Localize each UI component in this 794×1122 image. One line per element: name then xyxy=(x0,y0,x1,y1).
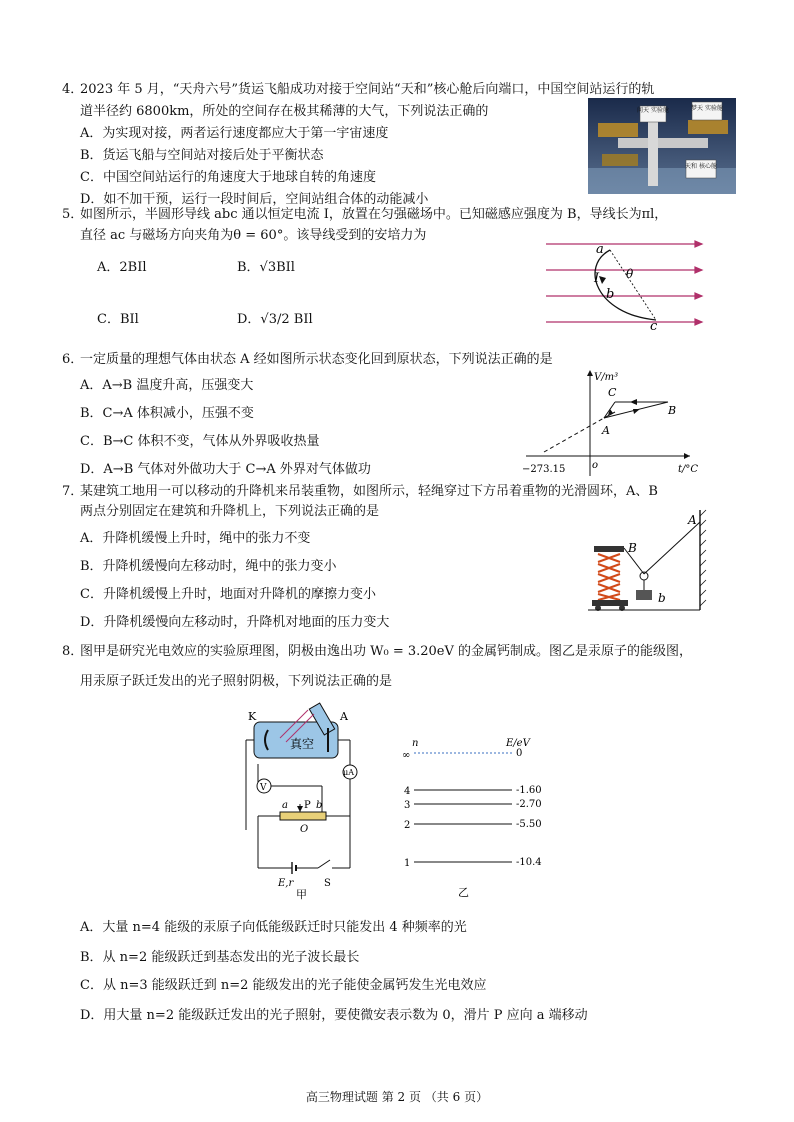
q5-option-b[interactable]: B．√3BIl xyxy=(237,260,295,275)
q7-option-b[interactable]: B．升降机缓慢向左移动时，绳中的张力变小 xyxy=(80,559,337,574)
q5-label-theta: θ xyxy=(626,267,634,281)
q8-option-b[interactable]: B．从 n=2 能级跃迁到基态发出的光子波长最长 xyxy=(80,950,360,965)
q8-label-anode: A xyxy=(340,710,348,723)
q4-label-mengtian: 梦天 实验舱 xyxy=(691,105,723,112)
q7-number: 7． xyxy=(62,484,84,499)
q4-option-a[interactable]: A．为实现对接，两者运行速度都应大于第一宇宙速度 xyxy=(80,126,389,141)
q7-label-bweight: b xyxy=(658,591,666,605)
level-n-inf: ∞ xyxy=(402,750,411,761)
level-n-4: 4 xyxy=(404,786,411,797)
q8-caption-jia: 甲 xyxy=(296,888,307,900)
q7-option-c[interactable]: C．升降机缓慢上升时，地面对升降机的摩擦力变小 xyxy=(80,587,376,602)
voltmeter-icon: V xyxy=(260,783,267,793)
q6-option-d[interactable]: D．A→B 气体对外做功大于 C→A 外界对气体做功 xyxy=(80,462,371,477)
q7-option-a[interactable]: A．升降机缓慢上升时，绳中的张力不变 xyxy=(80,531,311,546)
q8-label-s: S xyxy=(324,878,331,889)
level-e-inf: 0 xyxy=(516,748,523,759)
q5-option-c[interactable]: C．BIl xyxy=(97,312,139,327)
q8-label-a: a xyxy=(282,800,288,811)
q7-stem-line2: 两点分别固定在建筑和升降机上，下列说法正确的是 xyxy=(80,504,380,519)
q4-stem-line2: 道半径约 6800km，所处的空间存在极其稀薄的大气，下列说法正确的 xyxy=(80,104,489,119)
q6-option-a[interactable]: A．A→B 温度升高，压强变大 xyxy=(80,378,254,393)
level-e-4: -1.60 xyxy=(516,785,542,796)
level-e-3: -2.70 xyxy=(516,799,542,810)
q8-number: 8． xyxy=(62,644,84,659)
q5-label-c: c xyxy=(650,319,658,332)
q8-label-p: P xyxy=(304,800,311,811)
q4-option-d[interactable]: D．如不加干预，运行一段时间后，空间站组合体的动能减小 xyxy=(80,192,429,207)
q7-stem-line1: 某建筑工地用一可以移动的升降机来吊装重物，如图所示，轻绳穿过下方吊着重物的光滑圆环，A、B xyxy=(80,484,658,499)
page-footer: 高三物理试题 第 2 页 （共 6 页） xyxy=(305,1090,489,1104)
q6-origin-label: o xyxy=(592,460,599,471)
q7-label-b: B xyxy=(628,541,637,555)
q8-stem-line2: 用汞原子跃迁发出的光子照射阴极，下列说法正确的是 xyxy=(80,674,393,689)
q6-number: 6． xyxy=(62,352,84,367)
q5-stem-line2: 直径 ac 与磁场方向夹角为θ = 60°。该导线受到的安培力为 xyxy=(80,228,427,243)
level-n-2: 2 xyxy=(404,820,411,831)
q4-number: 4． xyxy=(62,82,84,97)
q5-number: 5． xyxy=(62,207,84,222)
energy-level-diagram xyxy=(398,732,558,900)
q8-label-b: b xyxy=(316,800,323,811)
microammeter-icon: μA xyxy=(343,768,354,777)
q4-label-wentian: 问天 实验舱 xyxy=(637,107,669,114)
lift-figure xyxy=(588,506,720,616)
level-n-1: 1 xyxy=(404,858,411,869)
space-station-image xyxy=(588,98,736,194)
q8-option-c[interactable]: C．从 n=3 能级跃迁到 n=2 能级发出的光子能使金属钙发生光电效应 xyxy=(80,978,487,993)
q4-label-tianhe: 天和 核心舱 xyxy=(685,163,717,170)
level-n-3: 3 xyxy=(404,800,411,811)
q8-stem-line1: 图甲是研究光电效应的实验原理图，阴极由逸出功 W₀ = 3.20eV 的金属钙制成。图乙是汞原子的能级图， xyxy=(80,644,693,659)
q6-v-axis-label: V/m³ xyxy=(594,372,619,383)
q8-caption-yi: 乙 xyxy=(458,886,469,899)
q8-label-vacuum: 真空 xyxy=(290,737,315,751)
q8-label-er: E,r xyxy=(278,878,294,889)
q6-stem: 一定质量的理想气体由状态 A 经如图所示状态变化回到原状态，下列说法正确的是 xyxy=(80,352,553,367)
q4-option-c[interactable]: C．中国空间站运行的角速度大于地球自转的角速度 xyxy=(80,170,376,185)
q8-levels-n-header: n xyxy=(412,738,419,749)
level-e-1: -10.4 xyxy=(516,857,542,868)
q7-label-a: A xyxy=(688,513,697,527)
q8-levels-e-header: E/eV xyxy=(506,738,530,749)
q8-label-k: K xyxy=(248,710,257,723)
q6-point-a: A xyxy=(602,424,610,437)
q5-label-a: a xyxy=(596,242,604,257)
q6-option-c[interactable]: C．B→C 体积不变，气体从外界吸收热量 xyxy=(80,434,320,449)
q4-option-b[interactable]: B．货运飞船与空间站对接后处于平衡状态 xyxy=(80,148,324,163)
q6-neg-label: −273.15 xyxy=(522,464,566,475)
q8-option-a[interactable]: A．大量 n=4 能级的汞原子向低能级跃迁时只能发出 4 种频率的光 xyxy=(80,920,467,935)
q5-option-d[interactable]: D．√3/2 BIl xyxy=(237,312,313,327)
q5-label-current: I xyxy=(594,271,600,286)
magnetic-field-figure xyxy=(540,236,710,332)
q7-option-d[interactable]: D．升降机缓慢向左移动时，升降机对地面的压力变大 xyxy=(80,615,390,630)
q6-option-b[interactable]: B．C→A 体积减小，压强不变 xyxy=(80,406,254,421)
q4-stem-line1: 2023 年 5 月，“天舟六号”货运飞船成功对接于空间站“天和”核心舱后向端口，中国空间站运行的轨 xyxy=(80,82,655,97)
level-e-2: -5.50 xyxy=(516,819,542,830)
q8-option-d[interactable]: D．用大量 n=2 能级跃迁发出的光子照射，要使微安表示数为 0，滑片 P 应向 a 端移动 xyxy=(80,1008,588,1023)
q5-label-b: b xyxy=(606,287,615,302)
q5-stem-line1: 如图所示，半圆形导线 abc 通以恒定电流 I，放置在匀强磁场中。已知磁感应强度为 B，导线长为πl， xyxy=(80,207,668,222)
photoelectric-circuit xyxy=(244,700,368,900)
q8-label-o: O xyxy=(300,824,309,835)
q6-point-b: B xyxy=(668,404,677,417)
q5-option-a[interactable]: A．2BIl xyxy=(97,260,147,275)
q6-point-c: C xyxy=(608,386,617,399)
vt-graph xyxy=(520,366,700,480)
q6-t-axis-label: t/°C xyxy=(678,464,699,475)
